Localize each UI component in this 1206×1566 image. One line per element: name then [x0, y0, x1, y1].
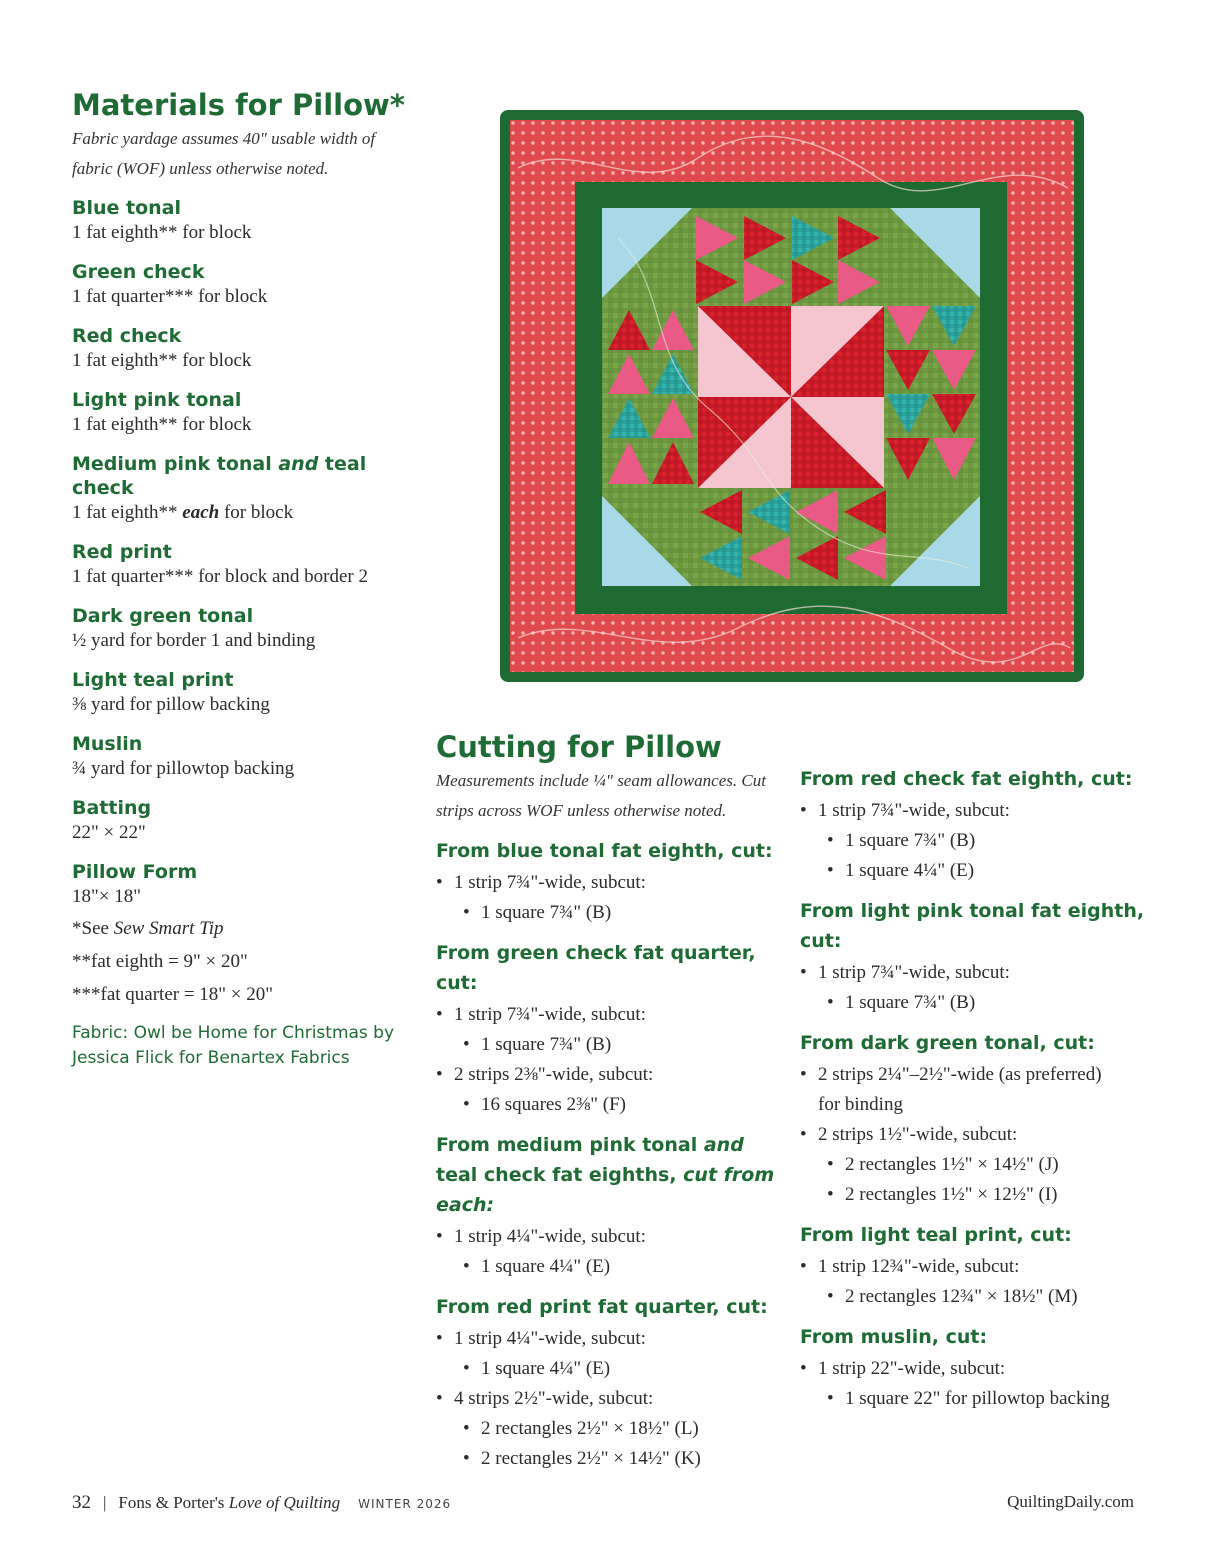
material-item	[72, 796, 417, 846]
cut-subitem: • 1 square 4¼" (E)	[436, 1252, 786, 1282]
cut-heading-light-teal: From light teal print, cut:	[800, 1224, 1072, 1246]
material-desc: 18"× 18"	[72, 886, 141, 907]
material-name: Red print	[72, 541, 172, 563]
footnote-tip: Sew Smart Tip	[113, 918, 224, 939]
cut-heading-red-check: From red check fat eighth, cut:	[800, 768, 1133, 790]
cut-heading-muslin: From muslin, cut:	[800, 1326, 988, 1348]
material-item	[72, 604, 417, 654]
footnote-fat-quarter: ***fat quarter = 18" × 20"	[72, 984, 274, 1005]
material-item	[72, 452, 417, 526]
footer-left	[72, 1492, 451, 1514]
footnote-text: *See	[72, 918, 114, 939]
material-item	[72, 324, 417, 374]
cut-subitem: • 1 square 7¾" (B)	[436, 898, 786, 928]
cut-item: • 1 strip 7¾"-wide, subcut:	[800, 796, 1145, 826]
material-item	[72, 540, 417, 590]
material-desc: 22" × 22"	[72, 822, 146, 843]
cut-item: • 1 strip 4¼"-wide, subcut:	[436, 1222, 786, 1252]
footnote-fat-eighth: **fat eighth = 9" × 20"	[72, 951, 248, 972]
cut-list	[800, 796, 1145, 886]
cut-subitem: • 1 square 4¼" (E)	[436, 1354, 786, 1384]
material-name-part: teal check	[72, 453, 367, 499]
cut-subitem: • 1 square 22" for pillowtop backing	[800, 1384, 1145, 1414]
fabric-credit: Fabric: Owl be Home for Christmas by Jessica Flick for Benartex Fabrics	[72, 1023, 395, 1068]
cut-list	[436, 1000, 786, 1120]
cut-subitem: • 1 square 7¾" (B)	[800, 988, 1145, 1018]
cut-heading-medium-pink	[436, 1130, 786, 1220]
cut-item: • 1 strip 12¾"-wide, subcut:	[800, 1252, 1145, 1282]
materials-section	[72, 88, 417, 1071]
material-name: Light teal print	[72, 669, 234, 691]
cut-item: • 1 strip 7¾"-wide, subcut:	[436, 1000, 786, 1030]
cut-list	[800, 1252, 1145, 1312]
cut-item: • 4 strips 2½"-wide, subcut:	[436, 1384, 786, 1414]
cut-heading-dark-green: From dark green tonal, cut:	[800, 1032, 1095, 1054]
material-name: Pillow Form	[72, 861, 198, 883]
cut-item: • 2 strips 1½"-wide, subcut:	[800, 1120, 1145, 1150]
heading-emph: and	[703, 1134, 744, 1156]
cut-item: • 1 strip 22"-wide, subcut:	[800, 1354, 1145, 1384]
cut-subitem: • 1 square 4¼" (E)	[800, 856, 1145, 886]
cut-subitem: • 2 rectangles 2½" × 14½" (K)	[436, 1444, 786, 1474]
material-desc: 1 fat quarter*** for block	[72, 286, 268, 307]
pillow-photo	[498, 108, 1090, 686]
material-desc-part: 1 fat eighth**	[72, 502, 183, 523]
heading-part: teal check fat eighths,	[436, 1164, 684, 1186]
material-item	[72, 388, 417, 438]
material-name-part: Medium pink tonal	[72, 453, 279, 475]
cut-subitem: • 2 rectangles 1½" × 14½" (J)	[800, 1150, 1145, 1180]
cut-heading-red-print: From red print fat quarter, cut:	[436, 1296, 768, 1318]
material-item	[72, 732, 417, 782]
cut-list	[800, 1354, 1145, 1414]
cutting-section	[436, 730, 786, 1474]
cutting-note: Measurements include ¼" seam allowances. Cut strips across WOF unless otherwise noted.	[436, 771, 766, 820]
material-desc: 1 fat quarter*** for block and border 2	[72, 566, 368, 587]
cut-item: • 1 strip 4¼"-wide, subcut:	[436, 1324, 786, 1354]
footnote-see	[72, 912, 417, 945]
website-link[interactable]: QuiltingDaily.com	[1007, 1492, 1134, 1511]
material-desc-part: for block	[219, 502, 294, 523]
material-desc: ½ yard for border 1 and binding	[72, 630, 316, 651]
material-desc: 1 fat eighth** for block	[72, 350, 252, 371]
material-desc: 1 fat eighth** for block	[72, 222, 252, 243]
material-desc: 1 fat eighth** for block	[72, 414, 252, 435]
cut-list	[436, 1222, 786, 1282]
material-name-emph: and	[278, 453, 319, 475]
cut-subitem: • 2 rectangles 1½" × 12½" (I)	[800, 1180, 1145, 1210]
cut-item-continued: for binding	[818, 1094, 903, 1115]
cut-item: • 1 strip 7¾"-wide, subcut:	[436, 868, 786, 898]
material-name	[72, 452, 417, 500]
material-name: Dark green tonal	[72, 605, 254, 627]
cut-list	[436, 868, 786, 928]
material-name: Muslin	[72, 733, 143, 755]
materials-title: Materials for Pillow*	[72, 88, 405, 122]
material-name: Red check	[72, 325, 182, 347]
page-footer	[72, 1492, 1134, 1518]
cutting-title: Cutting for Pillow	[436, 730, 722, 764]
heading-part: From medium pink tonal	[436, 1134, 704, 1156]
page-number: 32	[72, 1492, 91, 1513]
heading-emph: cut from each:	[436, 1164, 775, 1216]
material-name: Batting	[72, 797, 152, 819]
material-desc: ⅜ yard for pillow backing	[72, 694, 270, 715]
material-item	[72, 196, 417, 246]
material-desc	[72, 500, 417, 526]
cut-heading-green: From green check fat quarter, cut:	[436, 942, 756, 994]
material-item	[72, 260, 417, 310]
cut-subitem: • 1 square 7¾" (B)	[436, 1030, 786, 1060]
material-name: Blue tonal	[72, 197, 182, 219]
cut-list	[800, 958, 1145, 1018]
cut-item: • 1 strip 7¾"-wide, subcut:	[800, 958, 1145, 988]
material-desc: ¾ yard for pillowtop backing	[72, 758, 295, 779]
cut-list	[800, 1060, 1145, 1210]
cut-heading-light-pink: From light pink tonal fat eighth, cut:	[800, 900, 1145, 952]
cut-subitem: • 2 rectangles 12¾" × 18½" (M)	[800, 1282, 1145, 1312]
cut-item: • 2 strips 2⅜"-wide, subcut:	[436, 1060, 786, 1090]
material-name: Light pink tonal	[72, 389, 242, 411]
cutting-section-continued	[800, 756, 1145, 1414]
cut-subitem: • 1 square 7¾" (B)	[800, 826, 1145, 856]
cut-item: • 2 strips 2¼"–2½"-wide (as preferred)	[800, 1060, 1145, 1090]
magazine-name-title: Love of Quilting	[228, 1493, 341, 1512]
magazine-name-part: Fons & Porter's	[118, 1493, 229, 1512]
material-desc-emph: each	[182, 502, 220, 523]
material-item	[72, 860, 417, 910]
materials-note: Fabric yardage assumes 40" usable width of fabric (WOF) unless otherwise noted.	[72, 129, 376, 178]
cut-heading-blue: From blue tonal fat eighth, cut:	[436, 840, 773, 862]
footer-divider: |	[103, 1493, 107, 1512]
material-item	[72, 668, 417, 718]
material-name: Green check	[72, 261, 205, 283]
issue-label: WINTER 2026	[358, 1497, 452, 1511]
magazine-name	[118, 1493, 340, 1512]
cut-subitem: • 2 rectangles 2½" × 18½" (L)	[436, 1414, 786, 1444]
cut-subitem: • 16 squares 2⅜" (F)	[436, 1090, 786, 1120]
cut-list	[436, 1324, 786, 1474]
